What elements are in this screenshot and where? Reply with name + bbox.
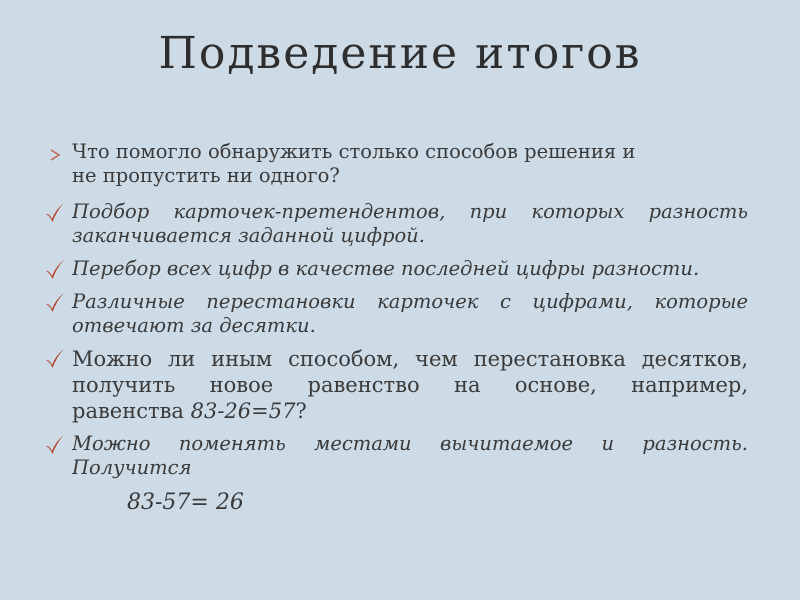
slide-title: Подведение итогов xyxy=(158,28,642,79)
list-item xyxy=(72,432,748,480)
item-line: получить новое равенство на основе, например, xyxy=(72,373,748,397)
item-line: Можно поменять местами вычитаемое и разность. xyxy=(72,432,748,455)
item-line: Что помогло обнаружить столько способов решения и xyxy=(72,140,636,163)
item-line: Подбор карточек-претендентов, при которых разность xyxy=(72,200,748,223)
item-line: Различные перестановки карточек с цифрами, которые xyxy=(72,290,748,313)
item-line: отвечают за десятки. xyxy=(72,314,316,337)
list-item xyxy=(72,257,748,281)
check-icon xyxy=(44,257,66,281)
check-icon xyxy=(44,432,66,456)
example-equation: 83-26=57 xyxy=(190,399,296,423)
item-line: заканчивается заданной цифрой. xyxy=(72,224,425,247)
item-line: не пропустить ни одного? xyxy=(72,164,340,187)
list-item xyxy=(72,290,748,338)
list-item xyxy=(72,346,748,424)
item-line: Перебор всех цифр в качестве последней цифры разности. xyxy=(72,257,700,280)
item-line: Можно ли иным способом, чем перестановка десятков, xyxy=(72,347,748,371)
result-formula: 83-57= 26 xyxy=(127,490,244,515)
arrow-icon xyxy=(48,144,62,158)
check-icon xyxy=(44,200,66,224)
list-item-question xyxy=(72,140,748,188)
list-item xyxy=(72,200,748,248)
item-line: Получится xyxy=(72,456,192,479)
check-icon xyxy=(44,290,66,314)
check-icon xyxy=(44,346,66,370)
item-line: равенства 83-26=57? xyxy=(72,399,307,423)
